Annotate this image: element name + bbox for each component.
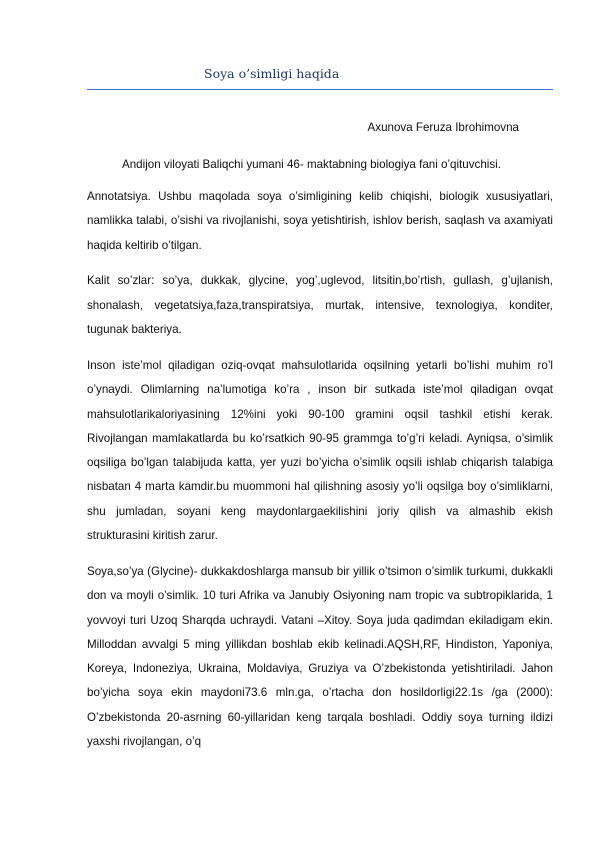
author-affiliation: Andijon viloyati Baliqchi yumani 46- maktabning biologiya fani o’qituvchisi. xyxy=(122,158,501,171)
running-header-title: Soya o’simligi haqida xyxy=(204,66,340,81)
header-divider xyxy=(87,89,553,90)
annotation-paragraph: Annotatsiya. Ushbu maqolada soya o’simligining kelib chiqishi, biologik xususiyatlari, namlikka talabi, o’sishi va rivojlanishi, soya yetishtirish, ishlov berish, saqlash va axamiyati haqida keltirib o’tilgan. xyxy=(87,190,553,252)
article-body xyxy=(87,115,553,766)
body-paragraph: Inson iste’mol qiladigan oziq-ovqat mahsulotlarida oqsilning yetarli bo’lishi muhim ro’l o’ynaydi. Olimlarning na’lumotiga ko’ra , inson bir sutkada iste’mol qiladigan ovqat mahsulotlarikaloriyasining 12%ini yoki 90-100 gramini oqsil tashkil etishi kerak. Rivojlangan mamlakatlarda bu ko’rsatkich 90-95 grammga to’g’ri keladi. Ayniqsa, o’simlik oqsiliga bo’lgan talabijuda katta, yer yuzi bo’yicha o’simlik oqsili ishlab chiqarish talabiga nisbatan 4 marta kamdir.bu muommoni hal qilishning asosiy yo’li oqsilga boy o’simliklarni, shu jumladan, soyani keng maydonlargaekilishini joriy qilish va almashib ekish strukturasini kiritish zarur. xyxy=(87,358,553,543)
body-paragraph: Soya,so’ya (Glycine)- dukkakdoshlarga mansub bir yillik o’tsimon o’simlik turkumi, dukkakli don va moyli o’simlik. 10 turi Afrika va Janubiy Osiyoning nam tropic va subtropiklarida, 1 yovvoyi turi Uzoq Sharqda uchraydi. Vatani –Xitoy. Soya juda qadimdan ekiladigam ekin. Milloddan avvalgi 5 ming yillikdan boshlab ekib kelinadi.AQSH,RF, Hindiston, Yaponiya, Koreya, Indoneziya, Ukraina, Moldaviya, Gruziya va O’zbekistonda yetishtiriladi. Jahon bo’yicha soya ekin maydoni73.6 mln.ga, o’rtacha don hosildorligi22.1s /ga (2000): O’zbekistonda 20-asrning 60-yillaridan keng tarqala boshladi. Oddiy soya turning ildizi yaxshi rivojlangan, o’q xyxy=(87,564,553,749)
author-name: Axunova Feruza Ibrohimovna xyxy=(367,121,519,134)
keywords-paragraph: Kalit so’zlar: so’ya, dukkak, glycine, yog’,uglevod, litsitin,bo’rtish, gullash, g’ujlanish, shonalash, vegetatsiya,faza,transpiratsiya, murtak, intensive, texnologiya, konditer, tugunak bakteriya. xyxy=(87,274,553,337)
